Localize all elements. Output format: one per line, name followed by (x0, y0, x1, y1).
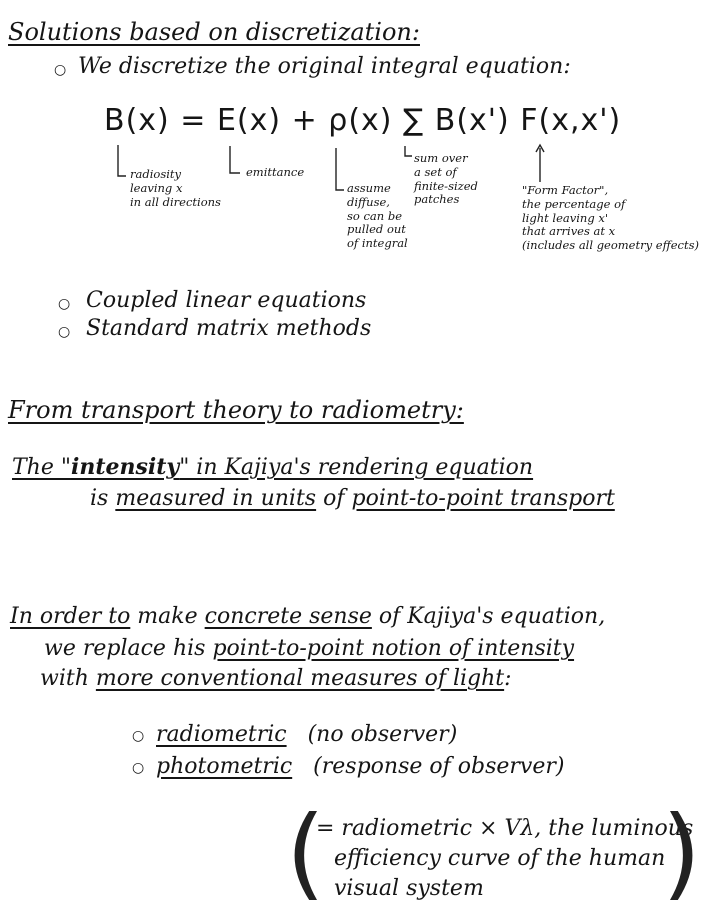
annotation-form-factor: "Form Factor", the percentage of light leaving x' that arrives at x (includes all geometry effects) (522, 183, 699, 253)
transport-units-statement: is measured in units of point-to-point transport (90, 486, 615, 511)
right-paren: ) (662, 794, 702, 911)
section3-line3: with more conventional measures of light: (40, 666, 512, 691)
measure-radiometric: radiometric (no observer) (156, 722, 458, 747)
intensity-statement: The "intensity" in Kajiya's rendering equation (12, 454, 534, 480)
annotation-radiosity: radiosity leaving x in all directions (130, 167, 221, 209)
bullet-coupled-equations: Coupled linear equations (86, 288, 367, 313)
left-paren: ( (286, 794, 326, 911)
annotation-emittance: emittance (246, 165, 305, 179)
section1-title: Solutions based on discretization: (8, 18, 420, 46)
bullet-icon: ○ (58, 296, 71, 312)
annotation-assume-diffuse: assume diffuse, so can be pulled out of integral (347, 181, 408, 251)
section2-title: From transport theory to radiometry: (8, 396, 464, 424)
bullet-icon: ○ (132, 760, 145, 776)
radiosity-equation: B(x) = E(x) + ρ(x) ∑ B(x') F(x,x') (104, 103, 622, 138)
section1-intro: We discretize the original integral equation: (78, 54, 571, 79)
annotation-sum-over-patches: sum over a set of finite-sized patches (414, 151, 478, 207)
photometric-note-line2: efficiency curve of the human (334, 846, 666, 871)
section3-line1: In order to make concrete sense of Kajiya's equation, (10, 604, 606, 629)
measure-photometric: photometric (response of observer) (156, 754, 565, 779)
bullet-icon: ○ (54, 62, 67, 78)
photometric-note-line1: = radiometric × Vλ, the luminous (316, 816, 694, 841)
bullet-icon: ○ (132, 728, 145, 744)
bullet-matrix-methods: Standard matrix methods (86, 316, 372, 341)
section3-line2: we replace his point-to-point notion of intensity (44, 636, 575, 661)
bullet-icon: ○ (58, 324, 71, 340)
photometric-note-line3: visual system (334, 876, 484, 901)
